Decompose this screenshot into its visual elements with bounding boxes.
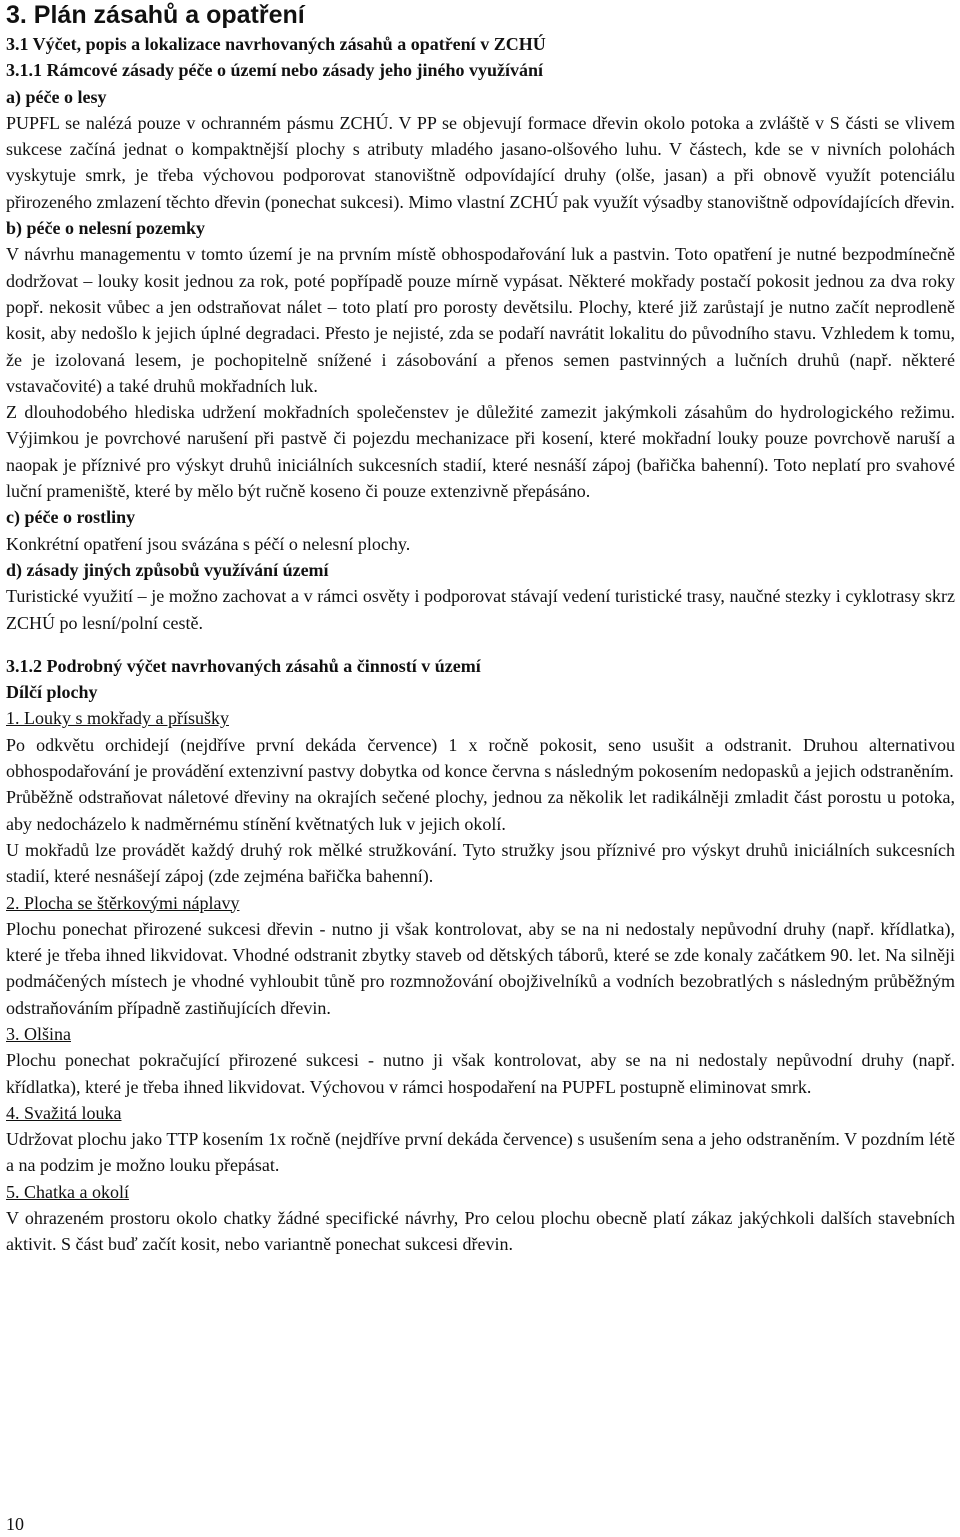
body-paragraph: Plochu ponechat přirozené sukcesi dřevin - nutno ji však kontrolovat, aby se na ni nedostaly nepůvodní druhy (např. křídlatka), které je třeba ihned likvidovat. Vhodné odstranit zbytky staveb od dětských táborů, které se zde konaly začátkem 90. let. Na silněji podmáčených místech je vhodné vyhloubit tůně pro rozmnožování obojživelníků a vodních bezobratlých s následným průběžným odstraňováním případně zastiňujících dřevin. xyxy=(6,918,955,1018)
section-heading: 3.1 Výčet, popis a lokalizace navrhovaných zásahů a opatření v ZCHÚ xyxy=(6,34,546,54)
body-paragraph: Průběžně odstraňovat náletové dřeviny na okrajích sečené plochy, jednou za několik let radikálněji zmladit část porostu u potoka, aby nedocházelo k nadměrnému stínění květnatých luk v jejich okolí. xyxy=(6,787,955,834)
body-paragraph: Konkrétní opatření jsou svázána s péčí o nelesní plochy. xyxy=(6,533,411,554)
page-heading: 3. Plán zásahů a opatření xyxy=(6,1,305,29)
plot-subheading xyxy=(6,1021,955,1047)
plot-subheading xyxy=(6,1179,955,1205)
section-heading: Dílčí plochy xyxy=(6,682,98,703)
section-heading: 3.1.1 Rámcové zásady péče o území nebo zásady jeho jiného využívání xyxy=(6,60,543,81)
body-paragraph: PUPFL se nalézá pouze v ochranném pásmu ZCHÚ. V PP se objevují formace dřevin okolo potoka a zvláště v S části se vlivem sukcese začíná jednat o kompaktnější plochy s atributy mladého jasano-olšového luhu. V částech, kde se v nivních polohách vyskytuje smrk, je třeba výchovou podporovat stanovištně odpovídající druhy (olše, jasan) a při obnově využít potenciálu přirozeného zmlazení těchto dřevin (ponechat sukcesi). Mimo vlastní ZCHÚ pak využít výsadby stanovištně odpovídajících dřevin. xyxy=(6,112,955,212)
body-paragraph: V návrhu managementu v tomto území je na prvním místě obhospodařování luk a pastvin. Toto opatření je nutné bezpodmínečně dodržovat – louky kosit jednou za rok, poté popřípadě pouze mírně vypásat. Některé mokřady postačí pokosit jednou za dva roky popř. nekosit vůbec a jen odstraňovat nálet – toto platí pro porosty devětsilu. Plochy, které již zarůstají je nutno začít neprodleně kosit, aby nedošlo k jejich úplné degradaci. Přesto je nejisté, zda se podaří navrátit lokalitu do původního stavu. Vzhledem k tomu, že je izolovaná lesem, je pochopitelně snížené i zásobování a přenos semen pastvinných a lučních druhů (např. některé vstavačovité) a také druhů mokřadních luk. xyxy=(6,244,955,396)
body-paragraph: Z dlouhodobého hlediska udržení mokřadních společenstev je důležité zamezit jakýmkoli zásahům do hydrologického režimu. Výjimkou je povrchové narušení při pastvě či pojezdu mechanizace při kosení, které mokřadní louky pouze povrchově naruší a naopak je příznivé pro výskyt druhů iniciálních sukcesních stadií, které nesnáší zápoj (bařička bahenní). Toto neplatí pro svahové luční prameniště, které by mělo být ručně koseno či pouze extenzivně přepásáno. xyxy=(6,402,955,502)
plot-subheading-text: 1. Louky s mokřady a přísušky xyxy=(6,708,229,729)
body-paragraph: Po odkvětu orchidejí (nejdříve první dekáda července) 1 x ročně pokosit, seno usušit a odstranit. Druhou alternativou obhospodařování je provádění extenzivní pastvy dobytka od konce června s následným pokosením nedopasků a jejich odstraněním. xyxy=(6,734,955,782)
body-paragraph: V ohrazeném prostoru okolo chatky žádné specifické návrhy, Pro celou plochu obecně platí zákaz jakýchkoli dalších stavebních aktivit. S část buď začít kosit, nebo variantně ponechat sukcesi dřevin. xyxy=(6,1208,955,1255)
body-paragraph: Plochu ponechat pokračující přirozené sukcesi - nutno ji však kontrolovat, aby se na ni nedostaly nepůvodní druhy (např. křídlatka), které je třeba ihned likvidovat. Výchovou v rámci hospodaření na PUPFL postupně eliminovat smrk. xyxy=(6,1050,955,1097)
plot-subheading-text: 5. Chatka a okolí xyxy=(6,1181,129,1202)
plot-subheading xyxy=(6,705,955,731)
section-heading: b) péče o nelesní pozemky xyxy=(6,218,205,239)
section-heading: c) péče o rostliny xyxy=(6,507,136,528)
page-number: 10 xyxy=(6,1514,24,1534)
plot-subheading xyxy=(6,1100,955,1126)
plot-subheading-text: 2. Plocha se štěrkovými náplavy xyxy=(6,892,240,913)
plot-subheading-text: 3. Olšina xyxy=(6,1023,71,1044)
section-spacer xyxy=(6,636,955,653)
plot-subheading xyxy=(6,890,955,916)
body-paragraph: U mokřadů lze provádět každý druhý rok mělké stružkování. Tyto stružky jsou příznivé pro výskyt druhů iniciálních sukcesních stadií, které nesnášejí zápoj (zde zejména bařička bahenní). xyxy=(6,839,955,887)
section-heading: a) péče o lesy xyxy=(6,86,107,107)
body-paragraph: Udržovat plochu jako TTP kosením 1x ročně (nejdříve první dekáda července) s usušením sena a jeho odstraněním. V pozdním létě a na podzim je možno louku přepásat. xyxy=(6,1129,955,1176)
section-heading: d) zásady jiných způsobů využívání území xyxy=(6,559,329,580)
section-heading: 3.1.2 Podrobný výčet navrhovaných zásahů a činností v území xyxy=(6,655,481,676)
body-paragraph: Turistické využití – je možno zachovat a v rámci osvěty i podporovat stávají vedení turistické trasy, naučné stezky i cyklotrasy skrz ZCHÚ po lesní/polní cestě. xyxy=(6,586,955,633)
plot-subheading-text: 4. Svažitá louka xyxy=(6,1102,122,1123)
document-body xyxy=(6,31,955,1258)
